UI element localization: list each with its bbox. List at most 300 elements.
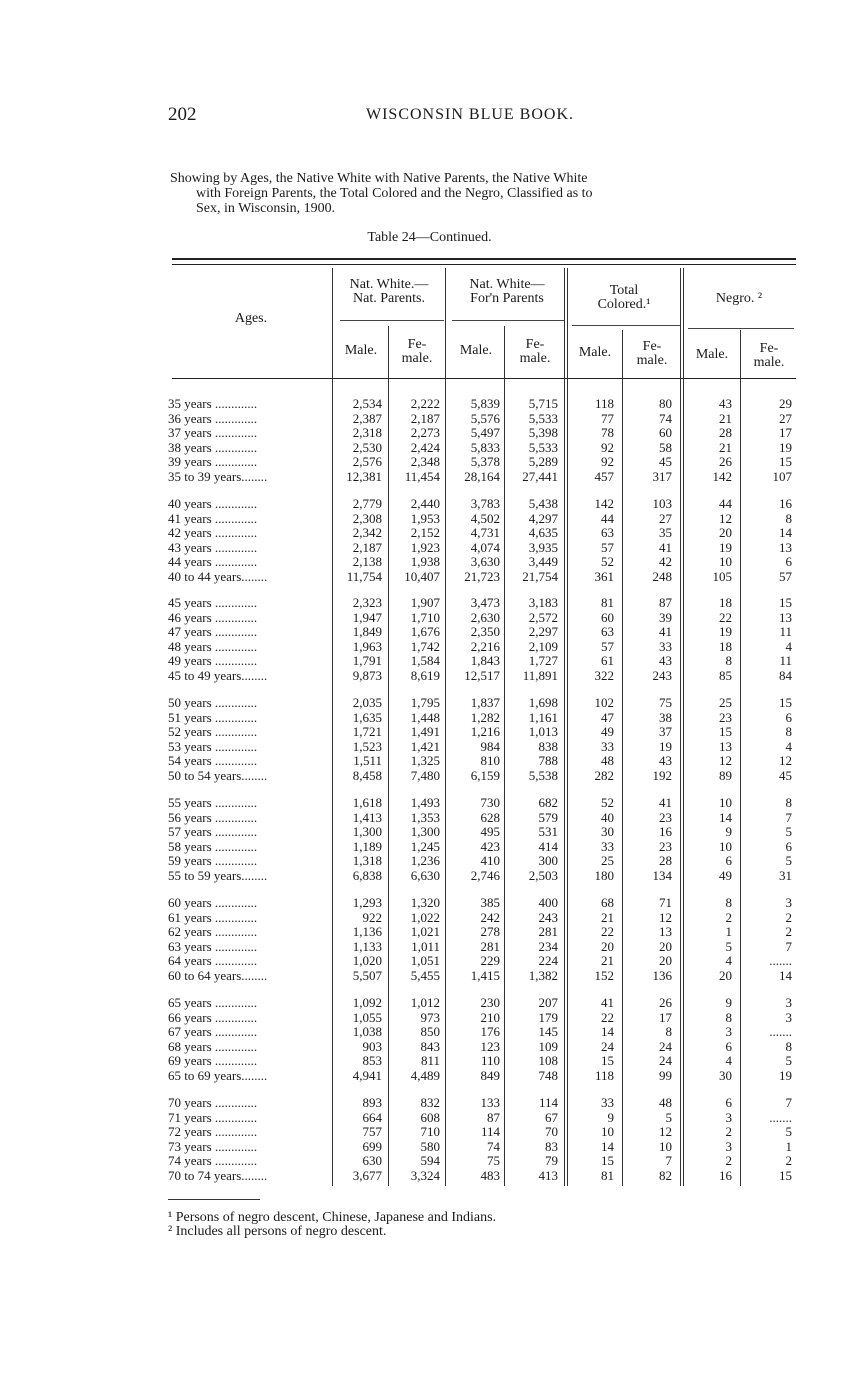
nat-foreign-female-cell: 5,538 — [528, 767, 558, 783]
group-header-underline — [452, 320, 564, 321]
nat-foreign-female-cell: 579 — [538, 809, 558, 825]
nat-native-female-cell: 594 — [420, 1153, 440, 1168]
colored-female-cell: 37 — [659, 724, 672, 739]
negro-male-cell: 16 — [719, 1167, 732, 1183]
negro-female-cell: 5 — [785, 1053, 792, 1068]
negro-male-cell: 1 — [725, 924, 732, 939]
age-cell: 40 years ............. — [168, 497, 258, 511]
caption-line: with Foreign Parents, the Total Colored and the Negro, Classified as to — [196, 186, 593, 201]
nat-native-female-cell: 1,353 — [410, 809, 440, 825]
negro-female-cell: 11 — [779, 653, 792, 668]
group-header-negro: Negro. ² — [715, 291, 763, 306]
colored-male-cell: 21 — [601, 953, 614, 968]
negro-female-cell: 4 — [785, 738, 792, 754]
nat-native-male-cell: 893 — [362, 1095, 382, 1110]
nat-foreign-male-cell: 1,843 — [470, 653, 500, 668]
colored-male-cell: 52 — [601, 795, 614, 810]
colored-female-cell: 35 — [659, 525, 672, 540]
age-cell: 60 to 64 years........ — [168, 968, 268, 983]
nat-foreign-female-cell: 5,289 — [528, 454, 558, 469]
colored-male-cell: 25 — [601, 853, 614, 868]
colored-male-cell: 81 — [601, 1167, 614, 1183]
age-cell: 47 years ............. — [168, 625, 258, 639]
negro-male-cell: 20 — [719, 967, 732, 983]
nat-foreign-male-cell: 1,282 — [470, 709, 500, 725]
nat-foreign-male-cell: 230 — [480, 995, 500, 1010]
nat-foreign-female-cell: 4,297 — [528, 510, 558, 526]
negro-male-cell: 18 — [719, 638, 732, 654]
colored-male-cell: 22 — [601, 1009, 614, 1025]
footnote-2: ² Includes all persons of negro descent. — [168, 1224, 387, 1239]
nat-foreign-male-cell: 984 — [480, 738, 500, 754]
colored-male-cell: 322 — [594, 667, 614, 683]
colored-female-cell: 19 — [659, 738, 672, 754]
negro-male-cell: 21 — [719, 439, 732, 455]
colored-male-cell: 152 — [594, 967, 614, 983]
table-row — [0, 526, 859, 540]
age-cell: 51 years ............. — [168, 710, 258, 725]
table-row-subtotal — [0, 1169, 859, 1183]
nat-native-female-cell: 1,795 — [410, 695, 440, 710]
nat-foreign-female-cell: 5,533 — [528, 439, 558, 455]
age-cell: 55 years ............. — [168, 796, 258, 810]
negro-female-cell: 107 — [772, 468, 792, 484]
table-row — [0, 711, 859, 725]
nat-native-male-cell: 6,838 — [352, 867, 382, 883]
nat-native-male-cell: 1,947 — [352, 609, 382, 625]
nat-native-female-cell: 11,454 — [404, 468, 440, 484]
nat-native-female-cell: 1,236 — [410, 853, 440, 868]
negro-female-cell: 3 — [785, 995, 792, 1010]
table-row — [0, 796, 859, 810]
age-cell: 68 years ............. — [168, 1039, 258, 1054]
negro-male-cell: 3 — [725, 1138, 732, 1154]
table-row — [0, 1140, 859, 1154]
age-cell: 40 to 44 years........ — [168, 569, 268, 584]
nat-foreign-male-cell: 628 — [480, 809, 500, 825]
group-header-nat-white-foreign: Nat. White— For'n Parents — [469, 277, 545, 306]
group-header-underline — [340, 320, 444, 321]
colored-female-cell: 24 — [659, 1053, 672, 1068]
negro-male-cell: 85 — [719, 667, 732, 683]
table-row-subtotal — [0, 570, 859, 584]
sub-header-male: Male. — [459, 343, 493, 358]
nat-foreign-female-cell: 2,503 — [528, 867, 558, 883]
table-row-subtotal — [0, 869, 859, 883]
nat-native-male-cell: 630 — [362, 1153, 382, 1168]
colored-female-cell: 99 — [659, 1067, 672, 1083]
negro-male-cell: 89 — [719, 767, 732, 783]
nat-native-female-cell: 2,222 — [410, 396, 440, 411]
nat-native-male-cell: 1,523 — [352, 738, 382, 754]
negro-male-cell: 3 — [725, 1024, 732, 1039]
colored-female-cell: 8 — [665, 1024, 672, 1039]
nat-native-male-cell: 2,534 — [352, 396, 382, 411]
nat-native-male-cell: 2,138 — [352, 554, 382, 569]
colored-male-cell: 63 — [601, 525, 614, 540]
colored-female-cell: 33 — [659, 638, 672, 654]
nat-foreign-female-cell: 5,398 — [528, 425, 558, 440]
negro-female-cell: 5 — [785, 853, 792, 868]
nat-foreign-female-cell: 108 — [538, 1053, 558, 1068]
nat-native-female-cell: 1,021 — [410, 924, 440, 939]
colored-male-cell: 52 — [601, 554, 614, 569]
colored-male-cell: 457 — [594, 468, 614, 484]
table-title: Table 24—Continued. — [367, 230, 492, 245]
nat-foreign-female-cell: 414 — [538, 838, 558, 854]
colored-female-cell: 87 — [659, 595, 672, 610]
negro-female-cell: 29 — [779, 396, 792, 411]
ages-header: Ages. — [234, 311, 268, 326]
nat-native-male-cell: 1,791 — [352, 653, 382, 668]
group-header-underline — [688, 328, 794, 329]
nat-native-female-cell: 1,584 — [410, 653, 440, 668]
nat-foreign-male-cell: 210 — [480, 1009, 500, 1025]
table-row — [0, 640, 859, 654]
negro-female-cell: 7 — [785, 809, 792, 825]
caption-line: Showing by Ages, the Native White with Native Parents, the Native White — [170, 171, 588, 186]
age-cell: 58 years ............. — [168, 839, 258, 854]
nat-native-male-cell: 699 — [362, 1138, 382, 1154]
nat-native-female-cell: 2,348 — [410, 454, 440, 469]
negro-male-cell: 49 — [719, 867, 732, 883]
colored-female-cell: 82 — [659, 1167, 672, 1183]
nat-foreign-female-cell: 179 — [538, 1009, 558, 1025]
table-row — [0, 925, 859, 939]
colored-female-cell: 13 — [659, 924, 672, 939]
colored-male-cell: 118 — [594, 396, 614, 411]
negro-female-cell: 3 — [785, 1009, 792, 1025]
negro-male-cell: 2 — [725, 909, 732, 925]
nat-native-male-cell: 1,136 — [352, 924, 382, 939]
sub-header-male: Male. — [344, 343, 378, 358]
nat-foreign-male-cell: 5,576 — [470, 410, 500, 426]
nat-native-female-cell: 1,320 — [410, 895, 440, 910]
age-cell: 41 years ............. — [168, 511, 258, 526]
colored-male-cell: 33 — [601, 1095, 614, 1110]
colored-female-cell: 12 — [659, 909, 672, 925]
nat-native-male-cell: 1,092 — [352, 995, 382, 1010]
nat-native-male-cell: 12,381 — [346, 468, 382, 484]
nat-foreign-female-cell: 5,533 — [528, 410, 558, 426]
negro-female-cell: 15 — [779, 454, 792, 469]
colored-male-cell: 20 — [601, 938, 614, 954]
colored-male-cell: 60 — [601, 609, 614, 625]
nat-native-male-cell: 1,849 — [352, 624, 382, 639]
colored-female-cell: 7 — [665, 1153, 672, 1168]
nat-foreign-female-cell: 413 — [538, 1167, 558, 1183]
colored-male-cell: 92 — [601, 439, 614, 455]
nat-native-female-cell: 832 — [420, 1095, 440, 1110]
age-cell: 62 years ............. — [168, 925, 258, 939]
table-row — [0, 397, 859, 411]
colored-male-cell: 48 — [601, 753, 614, 768]
nat-native-male-cell: 1,413 — [352, 809, 382, 825]
nat-foreign-male-cell: 730 — [480, 795, 500, 810]
table-row — [0, 555, 859, 569]
colored-female-cell: 17 — [659, 1009, 672, 1025]
group-header-total-colored: Total Colored.¹ — [597, 283, 651, 312]
nat-foreign-male-cell: 242 — [480, 909, 500, 925]
age-cell: 45 years ............. — [168, 596, 258, 610]
negro-female-cell: ....... — [769, 953, 792, 968]
nat-native-male-cell: 2,035 — [352, 695, 382, 710]
age-cell: 46 years ............. — [168, 610, 258, 625]
table-row — [0, 725, 859, 739]
nat-foreign-female-cell: 67 — [545, 1109, 558, 1125]
nat-native-female-cell: 1,245 — [410, 838, 440, 854]
nat-foreign-male-cell: 410 — [480, 853, 500, 868]
nat-foreign-female-cell: 70 — [545, 1124, 558, 1139]
nat-native-female-cell: 2,187 — [410, 410, 440, 426]
colored-male-cell: 361 — [594, 568, 614, 584]
nat-foreign-male-cell: 385 — [480, 895, 500, 910]
negro-male-cell: 142 — [712, 468, 732, 484]
nat-foreign-female-cell: 2,572 — [528, 609, 558, 625]
nat-foreign-female-cell: 1,013 — [528, 724, 558, 739]
nat-native-female-cell: 1,012 — [410, 995, 440, 1010]
nat-foreign-female-cell: 5,438 — [528, 496, 558, 511]
negro-male-cell: 23 — [719, 709, 732, 725]
table-row — [0, 1040, 859, 1054]
table-row — [0, 611, 859, 625]
nat-native-male-cell: 1,635 — [352, 709, 382, 725]
nat-foreign-male-cell: 3,630 — [470, 554, 500, 569]
nat-foreign-male-cell: 110 — [480, 1053, 500, 1068]
colored-female-cell: 317 — [652, 468, 672, 484]
nat-native-male-cell: 853 — [362, 1053, 382, 1068]
colored-male-cell: 102 — [594, 695, 614, 710]
nat-native-male-cell: 1,189 — [352, 838, 382, 854]
colored-female-cell: 42 — [659, 554, 672, 569]
colored-male-cell: 30 — [601, 824, 614, 839]
negro-female-cell: 19 — [779, 439, 792, 455]
nat-foreign-male-cell: 2,216 — [470, 638, 500, 654]
age-cell: 67 years ............. — [168, 1025, 258, 1039]
group-header-underline — [572, 325, 680, 326]
nat-foreign-male-cell: 75 — [487, 1153, 500, 1168]
negro-female-cell: 15 — [779, 595, 792, 610]
table-row — [0, 1154, 859, 1168]
nat-native-female-cell: 1,923 — [410, 539, 440, 555]
nat-foreign-female-cell: 2,109 — [528, 638, 558, 654]
nat-native-female-cell: 1,953 — [410, 510, 440, 526]
nat-native-male-cell: 1,721 — [352, 724, 382, 739]
nat-foreign-male-cell: 74 — [487, 1138, 500, 1154]
negro-male-cell: 19 — [719, 624, 732, 639]
negro-male-cell: 6 — [725, 1038, 732, 1054]
nat-native-male-cell: 2,387 — [352, 410, 382, 426]
nat-foreign-male-cell: 176 — [480, 1024, 500, 1039]
colored-male-cell: 77 — [601, 410, 614, 426]
nat-foreign-male-cell: 28,164 — [464, 468, 500, 484]
table-row — [0, 654, 859, 668]
nat-foreign-male-cell: 2,746 — [470, 867, 500, 883]
age-cell: 64 years ............. — [168, 954, 258, 968]
group-header-nat-white-native: Nat. White.— Nat. Parents. — [349, 277, 429, 306]
negro-female-cell: 13 — [779, 609, 792, 625]
age-cell: 66 years ............. — [168, 1010, 258, 1025]
nat-native-female-cell: 580 — [420, 1138, 440, 1154]
table-row — [0, 840, 859, 854]
colored-female-cell: 39 — [659, 609, 672, 625]
nat-native-female-cell: 1,493 — [410, 795, 440, 810]
table-row — [0, 625, 859, 639]
negro-male-cell: 8 — [725, 1009, 732, 1025]
nat-native-female-cell: 608 — [420, 1109, 440, 1125]
negro-male-cell: 9 — [725, 995, 732, 1010]
age-cell: 50 to 54 years........ — [168, 768, 268, 783]
negro-male-cell: 14 — [719, 809, 732, 825]
nat-foreign-female-cell: 1,161 — [528, 709, 558, 725]
nat-native-male-cell: 2,530 — [352, 439, 382, 455]
negro-female-cell: 8 — [785, 510, 792, 526]
footnote-rule — [168, 1199, 260, 1200]
negro-male-cell: 26 — [719, 454, 732, 469]
nat-native-male-cell: 2,779 — [352, 496, 382, 511]
age-cell: 60 years ............. — [168, 896, 258, 910]
colored-female-cell: 5 — [665, 1109, 672, 1125]
negro-male-cell: 12 — [719, 510, 732, 526]
nat-foreign-male-cell: 495 — [480, 824, 500, 839]
table-row — [0, 754, 859, 768]
colored-female-cell: 58 — [659, 439, 672, 455]
colored-female-cell: 243 — [652, 667, 672, 683]
negro-male-cell: 10 — [719, 795, 732, 810]
nat-native-male-cell: 1,133 — [352, 938, 382, 954]
negro-male-cell: 10 — [719, 838, 732, 854]
colored-female-cell: 136 — [652, 967, 672, 983]
colored-female-cell: 45 — [659, 454, 672, 469]
nat-native-female-cell: 8,619 — [410, 667, 440, 683]
negro-female-cell: 5 — [785, 824, 792, 839]
colored-male-cell: 57 — [601, 638, 614, 654]
colored-male-cell: 78 — [601, 425, 614, 440]
table-row — [0, 740, 859, 754]
nat-foreign-male-cell: 5,833 — [470, 439, 500, 455]
colored-female-cell: 103 — [652, 496, 672, 511]
negro-female-cell: 17 — [779, 425, 792, 440]
age-cell: 44 years ............. — [168, 555, 258, 569]
negro-female-cell: 7 — [785, 1095, 792, 1110]
colored-male-cell: 63 — [601, 624, 614, 639]
nat-native-male-cell: 4,941 — [352, 1067, 382, 1083]
sub-header-male: Male. — [578, 345, 612, 360]
nat-foreign-female-cell: 243 — [538, 909, 558, 925]
negro-male-cell: 6 — [725, 1095, 732, 1110]
age-cell: 55 to 59 years........ — [168, 868, 268, 883]
negro-male-cell: 12 — [719, 753, 732, 768]
colored-male-cell: 61 — [601, 653, 614, 668]
age-cell: 36 years ............. — [168, 411, 258, 426]
negro-female-cell: 8 — [785, 795, 792, 810]
footnote-1: ¹ Persons of negro descent, Chinese, Japanese and Indians. — [168, 1210, 497, 1225]
age-cell: 48 years ............. — [168, 639, 258, 654]
nat-native-female-cell: 1,022 — [410, 909, 440, 925]
age-cell: 57 years ............. — [168, 825, 258, 839]
nat-foreign-female-cell: 3,449 — [528, 554, 558, 569]
nat-native-female-cell: 1,907 — [410, 595, 440, 610]
nat-foreign-male-cell: 3,473 — [470, 595, 500, 610]
sub-header-female: Fe- male. — [636, 339, 668, 368]
colored-male-cell: 47 — [601, 709, 614, 725]
table-row — [0, 596, 859, 610]
colored-female-cell: 20 — [659, 938, 672, 954]
nat-native-female-cell: 1,300 — [410, 824, 440, 839]
table-row-subtotal — [0, 470, 859, 484]
negro-male-cell: 19 — [719, 539, 732, 555]
negro-male-cell: 22 — [719, 609, 732, 625]
colored-male-cell: 40 — [601, 809, 614, 825]
running-head: WISCONSIN BLUE BOOK. — [366, 106, 574, 123]
nat-foreign-male-cell: 4,731 — [470, 525, 500, 540]
negro-female-cell: 5 — [785, 1124, 792, 1139]
colored-female-cell: 24 — [659, 1038, 672, 1054]
nat-native-male-cell: 1,618 — [352, 795, 382, 810]
nat-foreign-female-cell: 11,891 — [522, 667, 558, 683]
nat-native-male-cell: 2,187 — [352, 539, 382, 555]
colored-male-cell: 282 — [594, 767, 614, 783]
colored-female-cell: 28 — [659, 853, 672, 868]
negro-male-cell: 28 — [719, 425, 732, 440]
table-row — [0, 1096, 859, 1110]
nat-foreign-female-cell: 300 — [538, 853, 558, 868]
table-row — [0, 541, 859, 555]
age-cell: 53 years ............. — [168, 739, 258, 754]
nat-foreign-male-cell: 5,497 — [470, 425, 500, 440]
nat-foreign-male-cell: 849 — [480, 1067, 500, 1083]
nat-native-female-cell: 1,421 — [410, 738, 440, 754]
age-cell: 74 years ............. — [168, 1154, 258, 1168]
nat-foreign-male-cell: 1,415 — [470, 967, 500, 983]
nat-native-male-cell: 8,458 — [352, 767, 382, 783]
nat-native-male-cell: 1,055 — [352, 1009, 382, 1025]
colored-female-cell: 48 — [659, 1095, 672, 1110]
colored-female-cell: 16 — [659, 824, 672, 839]
nat-native-female-cell: 7,480 — [410, 767, 440, 783]
nat-native-male-cell: 11,754 — [346, 568, 382, 584]
negro-female-cell: 19 — [779, 1067, 792, 1083]
colored-female-cell: 134 — [652, 867, 672, 883]
nat-native-female-cell: 1,676 — [410, 624, 440, 639]
nat-foreign-female-cell: 224 — [538, 953, 558, 968]
nat-native-male-cell: 922 — [362, 909, 382, 925]
age-cell: 49 years ............. — [168, 654, 258, 668]
caption-line: Sex, in Wisconsin, 1900. — [196, 201, 336, 216]
negro-male-cell: 4 — [725, 953, 732, 968]
colored-male-cell: 44 — [601, 510, 614, 526]
age-cell: 45 to 49 years........ — [168, 668, 268, 683]
nat-native-male-cell: 2,323 — [352, 595, 382, 610]
nat-foreign-male-cell: 810 — [480, 753, 500, 768]
negro-male-cell: 13 — [719, 738, 732, 754]
colored-male-cell: 22 — [601, 924, 614, 939]
table-row-subtotal — [0, 769, 859, 783]
nat-foreign-female-cell: 3,935 — [528, 539, 558, 555]
table-row-subtotal — [0, 1069, 859, 1083]
negro-female-cell: 57 — [779, 568, 792, 584]
table-row-subtotal — [0, 969, 859, 983]
age-cell: 63 years ............. — [168, 939, 258, 954]
age-cell: 65 to 69 years........ — [168, 1068, 268, 1083]
nat-foreign-male-cell: 2,630 — [470, 609, 500, 625]
colored-male-cell: 15 — [601, 1053, 614, 1068]
nat-foreign-female-cell: 83 — [545, 1138, 558, 1154]
page-number: 202 — [168, 104, 197, 125]
nat-foreign-male-cell: 4,074 — [470, 539, 500, 555]
colored-female-cell: 41 — [659, 624, 672, 639]
nat-native-female-cell: 1,491 — [410, 724, 440, 739]
